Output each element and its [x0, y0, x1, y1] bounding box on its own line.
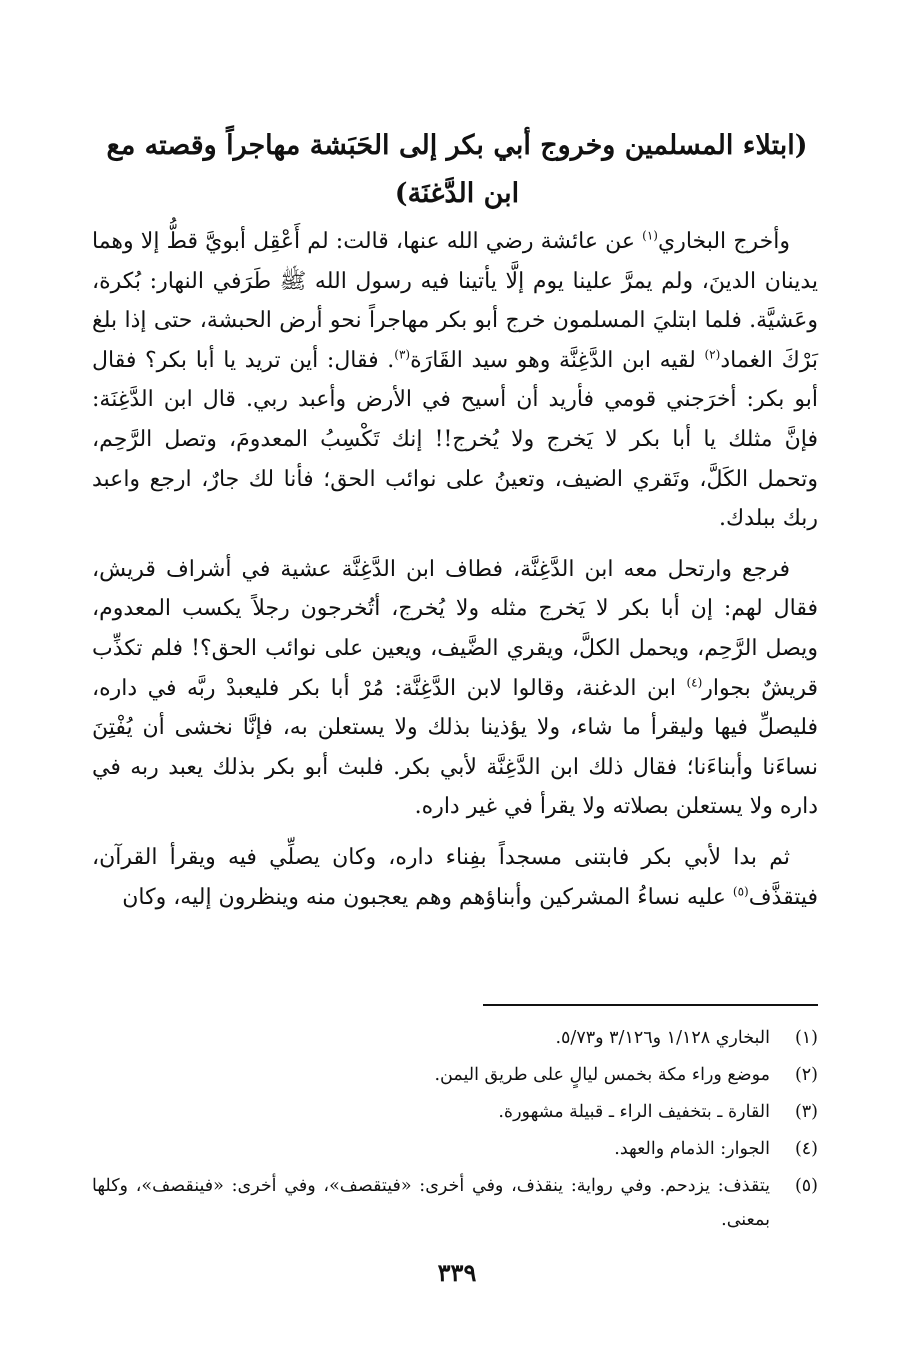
footnote-reference: (٥) [732, 884, 749, 899]
footnote-number: (٤) [794, 1139, 818, 1159]
footnote-text: القارة ـ بتخفيف الراء ـ قبيلة مشهورة. [498, 1102, 770, 1122]
footnote [92, 1169, 818, 1237]
paragraph [92, 222, 818, 539]
footnote-number: (٥) [794, 1176, 818, 1196]
paragraph-text: وأخرج البخاري [657, 229, 790, 254]
paragraph [92, 550, 818, 827]
footnote-reference: (٣) [394, 347, 411, 362]
footnote-reference: (٢) [704, 347, 721, 362]
footnote-separator [483, 1004, 818, 1006]
paragraph-text: عليه نساءُ المشركين وأبناؤهم وهم يعجبون منه وينظرون إليه، وكان [122, 884, 733, 910]
footnote [92, 1021, 818, 1055]
section-title: (ابتلاء المسلمين وخروج أبي بكر إلى الحَبَشة مهاجراً وقصته مع ابن الدَّغنَة) [106, 130, 808, 209]
paragraph [92, 838, 818, 917]
paragraph-text: ثم بدا لأبي بكر فابتنى مسجداً بفِناء داره، وكان يصلِّي فيه ويقرأ القرآن، فيتقذَّف [92, 844, 818, 910]
footnote-number: (١) [794, 1028, 818, 1048]
paragraph-text: لقيه ابن الدَّغِنَّة وهو سيد القَارَة [410, 347, 705, 373]
paragraph-text: . فقال: أين تريد يا أبا بكر؟ فقال أبو بكر: أخرَجني قومي فأريد أن أسيح في الأرض وأعبد ربي. قال ابن الدَّغِنَة: فإنَّ مثلك يا أبا بكر لا يَخرج ولا يُخرج!! إنك تَكْسِبُ المعدومَ، وتصل الرَّحِم، وتحمل الكَلَّ، وتَقري الضيف، وتعينُ على نوائب الحق؛ فأنا لك جارٌ، ارجع واعبد ربك ببلدك. [92, 347, 818, 532]
footnote-reference: (١) [642, 228, 658, 243]
footnotes [92, 1021, 818, 1240]
footnote-number: (٢) [794, 1065, 818, 1085]
footnote-number: (٣) [794, 1102, 818, 1122]
paragraph-text: عن عائشة رضي الله عنها، قالت: لم أَعْقِل أبويَّ قطُّ إلا وهما يدينان الدينَ، ولم يمرَّ علينا يوم إلَّا يأتينا فيه رسول الله ﷺ طَرَفي النهار: بُكرة، وعَشيَّة. فلما ابتليَ المسلمون خرج أبو بكر مهاجراً نحو أرض الحبشة، حتى إذا بلغ بَرْكَ الغماد [92, 229, 818, 373]
footnote-text: الجوار: الذمام والعهد. [614, 1139, 770, 1159]
footnote-text: يتقذف: يزدحم. وفي رواية: ينقذف، وفي أخرى: «فيتقصف»، وفي أخرى: «فينقصف»، وكلها بمعنى. [92, 1176, 770, 1230]
page-number: ٣٣٩ [437, 1258, 477, 1287]
footnote [92, 1058, 818, 1092]
body-text [92, 222, 818, 928]
paragraph-text: ابن الدغنة، وقالوا لابن الدَّغِنَّة: مُرْ أبا بكر فليعبدْ ربَّه في داره، فليصلِّ فيها وليقرأ ما شاء، ولا يؤذينا بذلك ولا يستعلن به، فإنَّا نخشى أن يُفْتِنَ نساءَنا وأبناءَنا؛ فقال ذلك ابن الدَّغِنَّة لأبي بكر. فلبث أبو بكر بذلك يعبد ربه في داره ولا يستعلن بصلاته ولا يقرأ في غير داره. [92, 675, 818, 820]
paragraph-text: فرجع وارتحل معه ابن الدَّغِنَّة، فطاف ابن الدَّغِنَّة عشية في أشراف قريش، فقال لهم: إن أبا بكر لا يَخرج مثله ولا يُخرج، أتُخرجون رجلاً يكسب المعدوم، ويصل الرَّحِم، ويحمل الكلَّ، ويقري الضَّيف، ويعين على نوائب الحق؟! فلم تكذِّب قريشٌ بجوار [92, 556, 819, 701]
footnote-text: موضع وراء مكة بخمس ليالٍ على طريق اليمن. [434, 1065, 770, 1085]
footnote [92, 1132, 818, 1166]
footnote-text: البخاري ١/١٢٨ و٣/١٢٦ و٥/٧٣. [555, 1028, 770, 1048]
footnote [92, 1095, 818, 1129]
footnote-reference: (٤) [686, 675, 703, 690]
